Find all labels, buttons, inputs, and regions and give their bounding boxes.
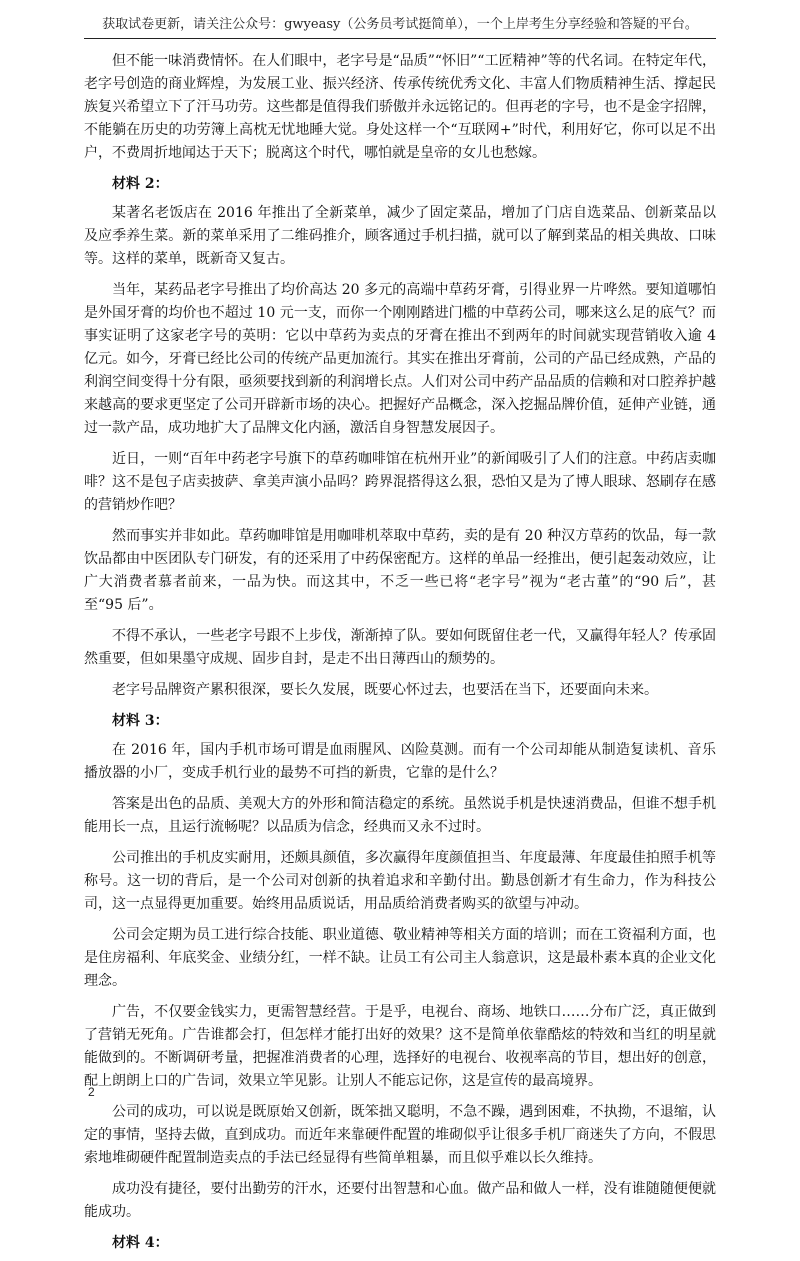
paragraph-phone-durability: 公司推出的手机皮实耐用，还颇具颜值，多次赢得年度颜值担当、年度最薄、年度最佳拍照手机等称号。这一切的背后，是一个公司对创新的执着追求和辛勤付出。勤恳创新才有生命力，作为科技公司，这一点显得更加重要。始终用品质说话，用品质给消费者购买的欲望与冲动。 <box>84 850 716 912</box>
material-3-heading: 材料 3： <box>112 713 169 729</box>
paragraph-quality-answer: 答案是出色的品质、美观大方的外形和简洁稳定的系统。虽然说手机是快速消费品，但谁不想手机能用长一点，且运行流畅呢？以品质为信念，经典而又永不过时。 <box>84 796 716 835</box>
paragraph-herbal-toothpaste: 当年，某药品老字号推出了均价高达 20 多元的高端中草药牙膏，引得业界一片哗然。要知道哪怕是外国牙膏的均价也不超过 10 元一支，而你一个刚刚踏进门槛的中草药公司，哪来这么足的底气？而事实证明了这家老字号的英明：它以中草药为卖点的牙膏在推出不到两年的时间就实现营销收入逾 4 亿元。如今，牙膏已经比公司的传统产品更加流行。其实在推出牙膏前，公司的产品已经成熟，产品的利润空间变得十分有限，亟须要找到新的利润增长点。人们对公司中药产品品质的信赖和对口腔养护越来越高的要求更坚定了公司开辟新市场的决心。把握好产品概念，深入挖掘品牌价值，延伸产业链，通过一款产品，成功地扩大了品牌文化内涵，激活自身智慧发展因子。 <box>84 282 716 436</box>
material-4-heading: 材料 4： <box>112 1235 169 1251</box>
paragraph-herbal-coffee-news: 近日，一则“百年中药老字号旗下的草药咖啡馆在杭州开业”的新闻吸引了人们的注意。中药店卖咖啡？这不是包子店卖披萨、拿美声演小品吗？跨界混搭得这么狠，恐怕又是为了博人眼球、怒刷存在感的营销炒作吧？ <box>84 451 716 513</box>
paragraph-phone-market: 在 2016 年，国内手机市场可谓是血雨腥风、凶险莫测。而有一个公司却能从制造复读机、音乐播放器的小厂，变成手机行业的最势不可挡的新贵，它靠的是什么？ <box>84 742 716 781</box>
page-number: 2 <box>88 1085 95 1099</box>
paragraph-company-success: 公司的成功，可以说是既原始又创新，既笨拙又聪明，不急不躁，遇到困难，不执拗，不退缩，认定的事情，坚持去做，直到成功。而近年来靠硬件配置的堆砌似乎让很多手机厂商迷失了方向，不假思索地堆砌硬件配置制造卖点的手法已经显得有些简单粗暴，而且似乎难以长久维持。 <box>84 1104 716 1166</box>
paragraph-no-shortcut: 成功没有捷径，要付出勤劳的汗水，还要付出智慧和心血。做产品和做人一样，没有谁随随便便就能成功。 <box>84 1181 716 1220</box>
paragraph-herbal-coffee-facts: 然而事实并非如此。草药咖啡馆是用咖啡机萃取中草药，卖的是有 20 种汉方草药的饮品，每一款饮品都由中医团队专门研发，有的还采用了中药保密配方。这样的单品一经推出，便引起轰动效应，让广大消费者慕者前来，一品为快。而这其中，不乏一些已将“老字号”视为“老古董”的“90 后”，甚至“95 后”。 <box>84 528 716 613</box>
paragraph-brand-assets: 老字号品牌资产累积很深，要长久发展，既要心怀过去，也要活在当下，还要面向未来。 <box>112 682 658 698</box>
material-2-heading: 材料 2： <box>112 176 169 192</box>
paragraph-intro-continuation: 但不能一味消费情怀。在人们眼中，老字号是“品质”“怀旧”“工匠精神”等的代名词。在特定年代，老字号创造的商业辉煌，为发展工业、振兴经济、传承传统优秀文化、丰富人们物质精神生活、撑起民族复兴希望立下了汗马功劳。这些都是值得我们骄傲并永远铭记的。但再老的字号，也不是金字招牌，不能躺在历史的功劳簿上高枕无忧地睡大觉。身处这样一个“互联网+”时代，利用好它，你可以足不出户，不费周折地闻达于天下；脱离这个时代，哪怕就是皇帝的女儿也愁嫁。 <box>84 53 716 161</box>
paragraph-keep-pace: 不得不承认，一些老字号跟不上步伐，渐渐掉了队。要如何既留住老一代，又赢得年轻人？传承固然重要，但如果墨守成规、固步自封，是走不出日薄西山的颓势的。 <box>84 628 716 667</box>
document-body <box>84 50 716 1261</box>
page-header-notice: 获取试卷更新，请关注公众号：gwyeasy（公务员考试挺简单），一个上岸考生分享经验和答疑的平台。 <box>84 14 716 39</box>
paragraph-advertising: 广告，不仅要金钱实力，更需智慧经营。于是乎，电视台、商场、地铁口……分布广泛，真正做到了营销无死角。广告谁都会打，但怎样才能打出好的效果？这不是简单依靠酷炫的特效和当红的明星就能做到的。不断调研考量，把握准消费者的心理，选择好的电视台、收视率高的节目，想出好的创意，配上朗朗上口的广告词，效果立竿见影。让别人不能忘记你，这是宣传的最高境界。 <box>84 1004 716 1089</box>
paragraph-restaurant-menu: 某著名老饭店在 2016 年推出了全新菜单，减少了固定菜品，增加了门店自选菜品、创新菜品以及应季养生菜。新的菜单采用了二维码推介，顾客通过手机扫描，就可以了解到菜品的相关典故、口味等。这样的菜单，既新奇又复古。 <box>84 205 716 267</box>
paragraph-staff-training: 公司会定期为员工进行综合技能、职业道德、敬业精神等相关方面的培训；而在工资福利方面，也是住房福利、年底奖金、业绩分红，一样不缺。让员工有公司主人翁意识，这是最朴素本真的企业文化理念。 <box>84 927 716 989</box>
